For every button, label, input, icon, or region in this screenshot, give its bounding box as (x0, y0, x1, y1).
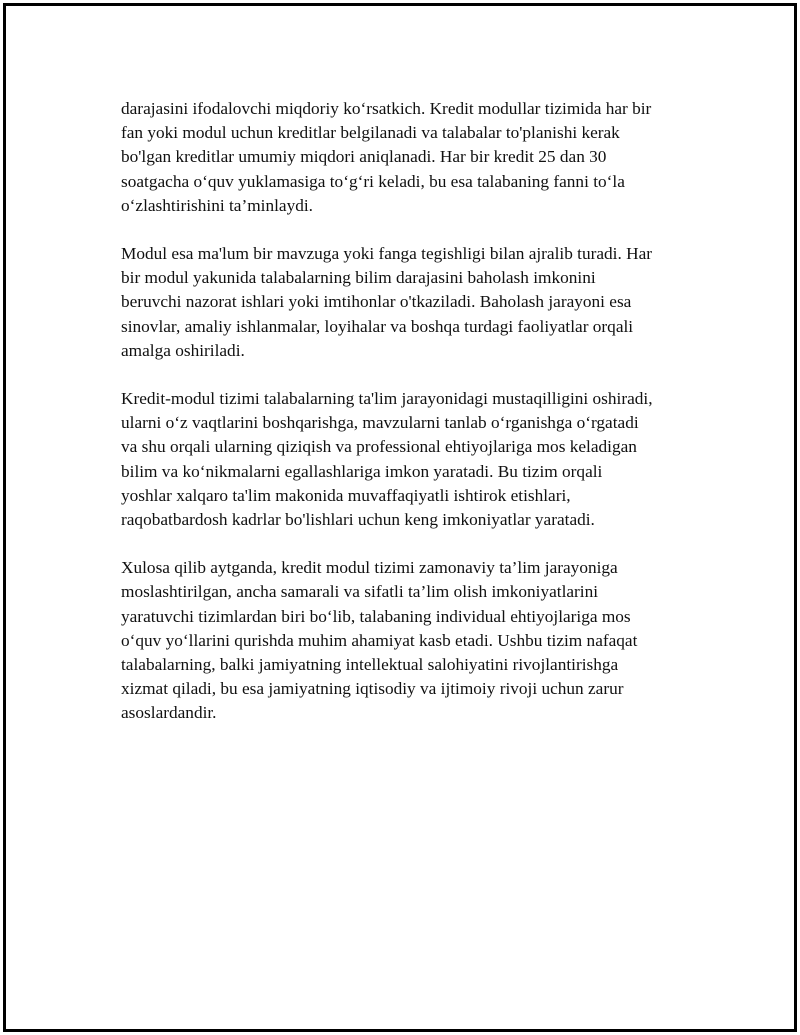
text-line: raqobatbardosh kadrlar bo'lishlari uchun keng imkoniyatlar yaratadi. (121, 510, 595, 530)
text-line: ularni o‘z vaqtlarini boshqarishga, mavzularni tanlab o‘rganishga o‘rgatadi (121, 413, 639, 433)
text-line: darajasini ifodalovchi miqdoriy ko‘rsatkich. Kredit modullar tizimida har bir (121, 99, 652, 118)
text-line: talabalarning, balki jamiyatning intellektual salohiyatini rivojlantirishga (121, 655, 619, 675)
text-line: moslashtirilgan, ancha samarali va sifatli ta’lim olish imkoniyatlarini (121, 582, 599, 602)
text-line: amalga oshiriladi. (121, 340, 245, 360)
text-line: asoslardandir. (121, 703, 217, 723)
text-line: sinovlar, amaliy ishlanmalar, loyihalar va boshqa turdagi faoliyatlar orqali (121, 316, 634, 336)
text-line: bir modul yakunida talabalarning bilim darajasini baholash imkonini (121, 268, 596, 288)
text-line: bilim va ko‘nikmalarni egallashlariga imkon yaratadi. Bu tizim orqali (121, 461, 603, 481)
text-line: yaratuvchi tizimlardan biri bo‘lib, talabaning individual ehtiyojlariga mos (121, 606, 631, 626)
text-line: Xulosa qilib aytganda, kredit modul tizimi zamonaviy ta’lim jarayoniga (121, 558, 618, 578)
paragraph-credit-definition (121, 97, 701, 218)
page-frame (3, 3, 797, 1032)
paragraph-conclusion (121, 556, 701, 725)
text-line: soatgacha o‘quv yuklamasiga to‘g‘ri keladi, bu esa talabaning fanni to‘la (121, 171, 625, 191)
text-line: xizmat qiladi, bu esa jamiyatning iqtisodiy va ijtimoiy rivoji uchun zarur (121, 679, 624, 699)
text-line: beruvchi nazorat ishlari yoki imtihonlar o'tkaziladi. Baholash jarayoni esa (121, 292, 632, 312)
text-line: o‘zlashtirishini ta’minlaydi. (121, 195, 313, 215)
text-line: fan yoki modul uchun kreditlar belgilanadi va talabalar to'planishi kerak (121, 123, 620, 143)
text-line: va shu orqali ularning qiziqish va professional ehtiyojlariga mos keladigan (121, 437, 637, 457)
page-body (121, 97, 701, 750)
paragraph-system-benefits (121, 387, 701, 532)
text-line: bo'lgan kreditlar umumiy miqdori aniqlanadi. Har bir kredit 25 dan 30 (121, 147, 607, 167)
text-line: yoshlar xalqaro ta'lim makonida muvaffaqiyatli ishtirok etishlari, (121, 485, 571, 505)
text-line: Modul esa ma'lum bir mavzuga yoki fanga tegishligi bilan ajralib turadi. Har (121, 244, 653, 264)
paragraph-module-definition (121, 242, 701, 363)
text-line: o‘quv yo‘llarini qurishda muhim ahamiyat kasb etadi. Ushbu tizim nafaqat (121, 630, 638, 650)
text-line: Kredit-modul tizimi talabalarning ta'lim jarayonidagi mustaqilligini oshiradi, (121, 389, 653, 409)
